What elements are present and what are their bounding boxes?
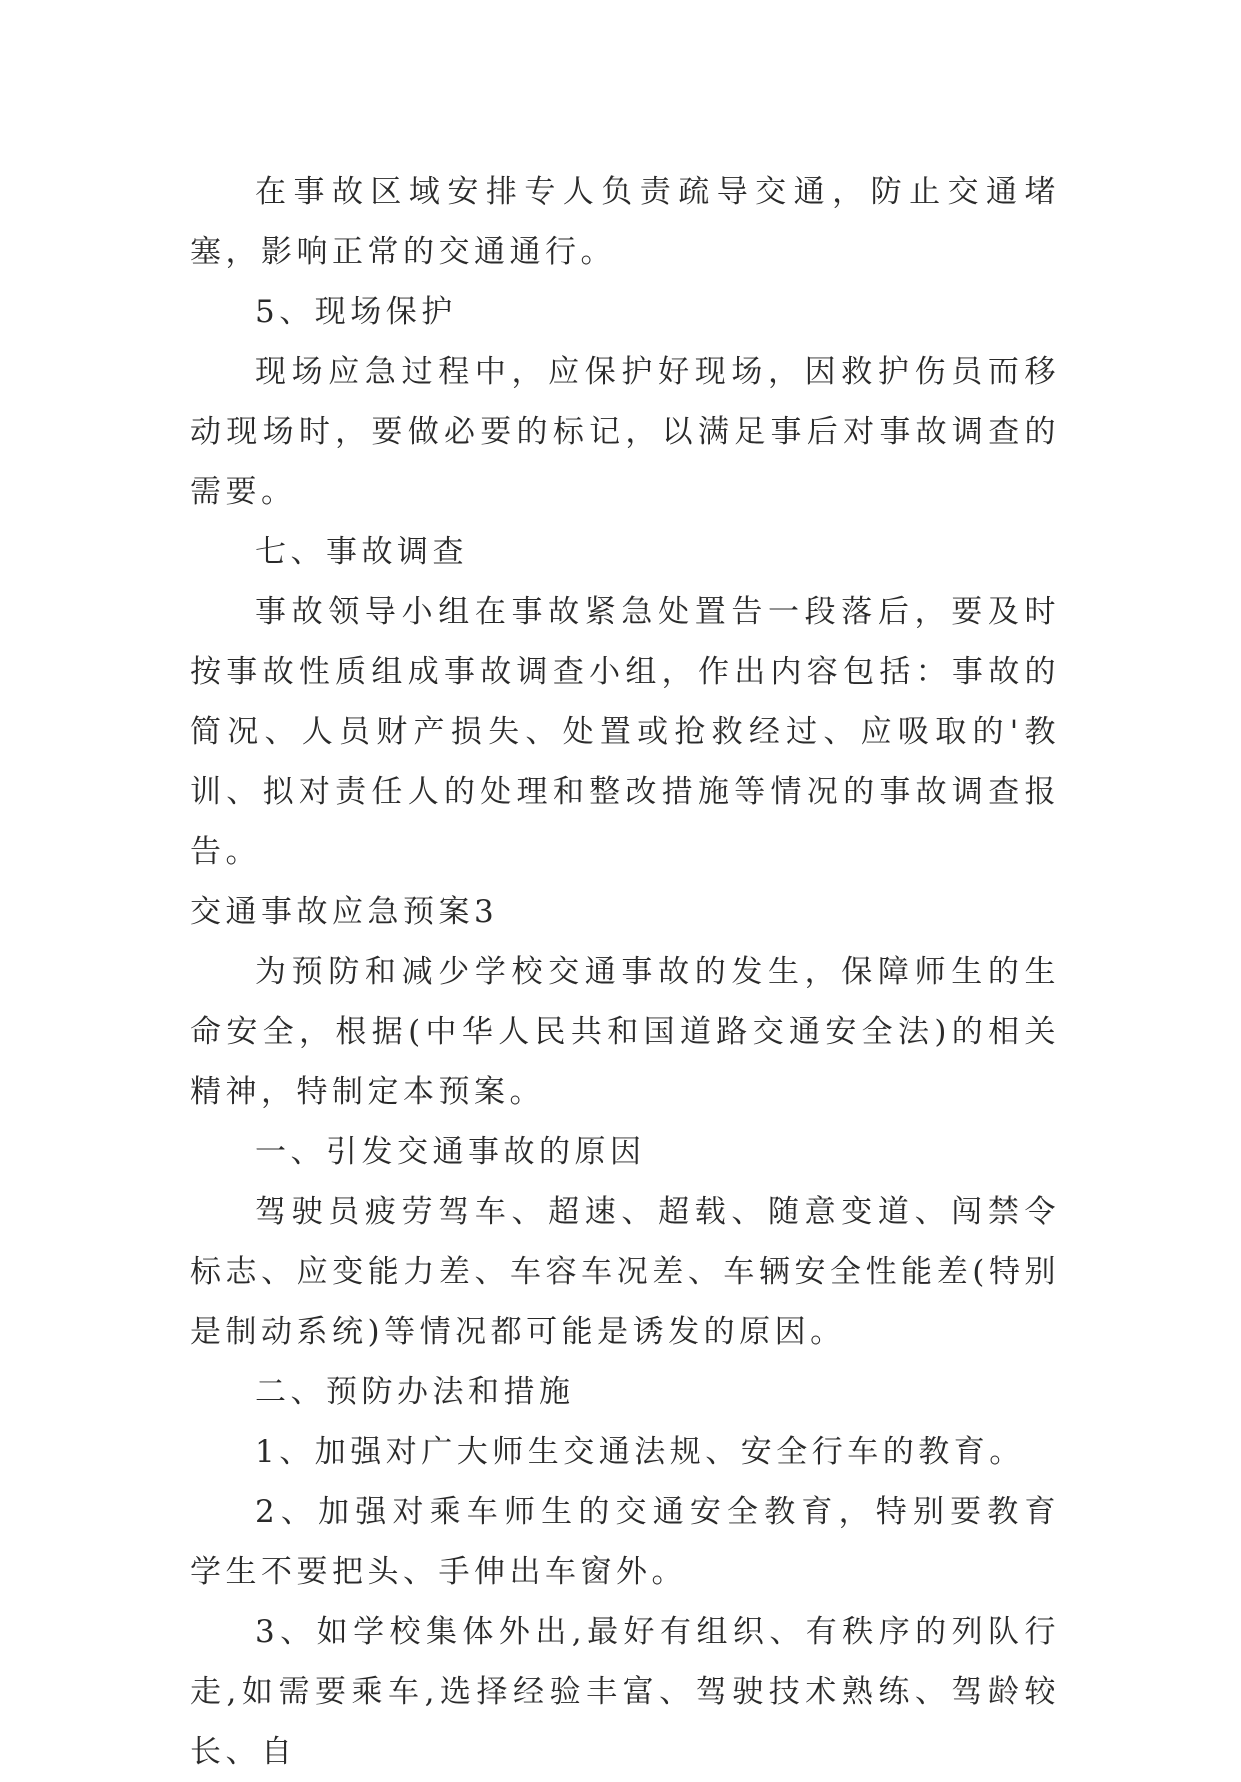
paragraph-accident-causes: 驾驶员疲劳驾车、超速、超载、随意变道、闯禁令标志、应变能力差、车容车况差、车辆安全性能差(特别是制动系统)等情况都可能是诱发的原因。: [190, 1194, 1060, 1350]
heading-prevention-measures: 二、预防办法和措施: [255, 1374, 575, 1410]
paragraph-scene-protection: 现场应急过程中，应保护好现场，因救护伤员而移动现场时，要做必要的标记，以满足事后对事故调查的需要。: [190, 354, 1060, 510]
list-item-measure-1: 1、加强对广大师生交通法规、安全行车的教育。: [255, 1434, 1025, 1470]
list-item-measure-3: 3、如学校集体外出,最好有组织、有秩序的列队行走,如需要乘车,选择经验丰富、驾驶技术熟练、驾龄较长、自: [190, 1614, 1060, 1770]
heading-accident-causes: 一、引发交通事故的原因: [255, 1134, 646, 1170]
section-title-plan-3: 交通事故应急预案3: [190, 894, 499, 930]
heading-scene-protection: 5、现场保护: [255, 294, 457, 330]
document-body: [190, 162, 1060, 1782]
heading-accident-investigation: 七、事故调查: [255, 534, 468, 570]
paragraph-traffic-control: 在事故区域安排专人负责疏导交通，防止交通堵塞，影响正常的交通通行。: [190, 174, 1060, 270]
paragraph-plan-purpose: 为预防和减少学校交通事故的发生，保障师生的生命安全，根据(中华人民共和国道路交通安全法)的相关精神，特制定本预案。: [190, 954, 1060, 1110]
list-item-measure-2: 2、加强对乘车师生的交通安全教育，特别要教育学生不要把头、手伸出车窗外。: [190, 1494, 1060, 1590]
paragraph-accident-investigation: 事故领导小组在事故紧急处置告一段落后，要及时按事故性质组成事故调查小组，作出内容包括：事故的简况、人员财产损失、处置或抢救经过、应吸取的'教训、拟对责任人的处理和整改措施等情况的事故调查报告。: [190, 594, 1060, 870]
